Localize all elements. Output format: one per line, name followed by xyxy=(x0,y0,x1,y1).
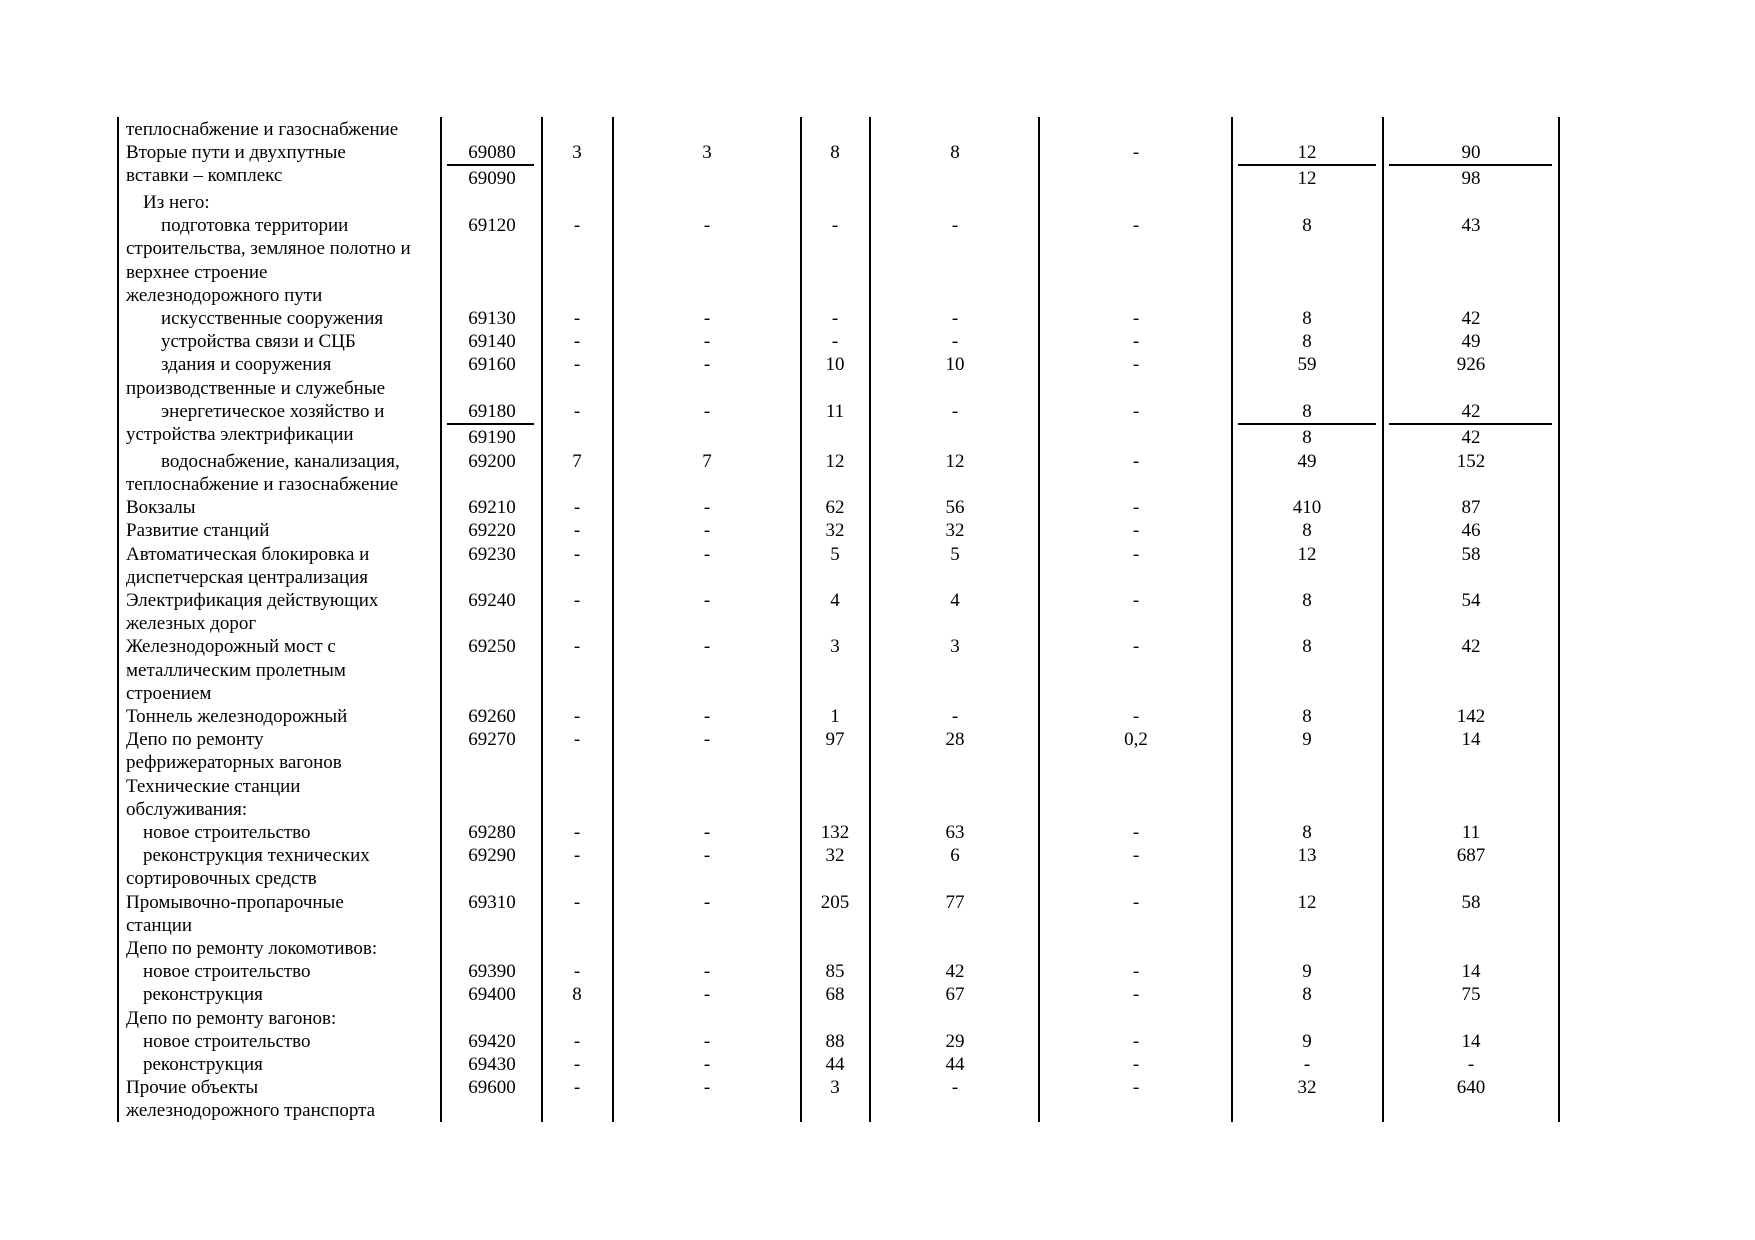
total-rule xyxy=(1389,164,1552,166)
row-label: Тоннель железнодорожный xyxy=(126,705,348,727)
value-cell: - xyxy=(703,891,711,913)
value-cell: 12 xyxy=(1297,891,1317,913)
value-cell: 5 xyxy=(950,543,960,565)
value-cell: - xyxy=(703,308,711,330)
code-cell: 69290 xyxy=(468,845,516,867)
value-cell: - xyxy=(1132,543,1140,565)
value-cell: - xyxy=(1132,497,1140,519)
value-cell: - xyxy=(1132,1030,1140,1052)
value-cell: - xyxy=(1132,821,1140,843)
value-cell: 8 xyxy=(572,984,582,1006)
row-label: новое строительство xyxy=(143,821,311,843)
row-label: диспетчерская централизация xyxy=(126,566,369,588)
value-cell: - xyxy=(951,1077,959,1099)
value-cell: - xyxy=(831,215,839,237)
value-cell: - xyxy=(703,497,711,519)
value-cell: - xyxy=(573,1077,581,1099)
value-cell: 90 xyxy=(1461,142,1481,164)
value-cell: 97 xyxy=(825,729,845,751)
value-cell: 0,2 xyxy=(1124,729,1148,751)
code-cell: 69090 xyxy=(468,168,516,190)
row-label: рефрижераторных вагонов xyxy=(126,752,342,774)
value-cell: - xyxy=(573,331,581,353)
value-cell: - xyxy=(573,636,581,658)
column-divider xyxy=(1231,117,1233,1122)
value-cell: 43 xyxy=(1461,215,1481,237)
row-label: Вторые пути и двухпутные xyxy=(126,142,346,164)
code-cell: 69140 xyxy=(468,331,516,353)
value-cell: 142 xyxy=(1456,705,1486,727)
value-cell: 8 xyxy=(1302,520,1312,542)
value-cell: 42 xyxy=(945,961,965,983)
value-cell: 7 xyxy=(572,450,582,472)
value-cell: - xyxy=(831,331,839,353)
value-cell: 687 xyxy=(1456,845,1486,867)
code-cell: 69160 xyxy=(468,354,516,376)
value-cell: 5 xyxy=(830,543,840,565)
row-label: обслуживания: xyxy=(126,798,248,820)
value-cell: 12 xyxy=(1297,142,1317,164)
value-cell: - xyxy=(1132,331,1140,353)
value-cell: - xyxy=(703,589,711,611)
value-cell: 44 xyxy=(945,1053,965,1075)
value-cell: - xyxy=(1132,1053,1140,1075)
value-cell: 68 xyxy=(825,984,845,1006)
value-cell: 205 xyxy=(820,891,850,913)
value-cell: 77 xyxy=(945,891,965,913)
value-cell: - xyxy=(1132,589,1140,611)
value-cell: 8 xyxy=(1302,984,1312,1006)
value-cell: - xyxy=(1132,984,1140,1006)
value-cell: 11 xyxy=(825,400,845,422)
row-label: станции xyxy=(126,914,193,936)
column-divider xyxy=(1382,117,1384,1122)
row-label: железнодорожного транспорта xyxy=(126,1100,376,1122)
value-cell: 13 xyxy=(1297,845,1317,867)
total-rule xyxy=(1238,423,1376,425)
value-cell: 8 xyxy=(1302,821,1312,843)
row-label: искусственные сооружения xyxy=(161,308,384,330)
code-cell: 69250 xyxy=(468,636,516,658)
value-cell: 3 xyxy=(950,636,960,658)
value-cell: - xyxy=(1132,308,1140,330)
value-cell: 44 xyxy=(825,1053,845,1075)
value-cell: - xyxy=(573,497,581,519)
value-cell: 49 xyxy=(1297,450,1317,472)
value-cell: 32 xyxy=(945,520,965,542)
total-rule xyxy=(447,164,534,166)
total-rule xyxy=(447,423,534,425)
row-label: сортировочных средств xyxy=(126,868,317,890)
value-cell: 640 xyxy=(1456,1077,1486,1099)
value-cell: 8 xyxy=(950,142,960,164)
value-cell: - xyxy=(1303,1053,1311,1075)
value-cell: 75 xyxy=(1461,984,1481,1006)
value-cell: 3 xyxy=(830,1077,840,1099)
row-label: подготовка территории xyxy=(161,215,349,237)
value-cell: 14 xyxy=(1461,1030,1481,1052)
value-cell: 11 xyxy=(1461,821,1481,843)
code-cell: 69260 xyxy=(468,705,516,727)
value-cell: 42 xyxy=(1461,400,1481,422)
value-cell: 4 xyxy=(950,589,960,611)
code-cell: 69210 xyxy=(468,497,516,519)
value-cell: - xyxy=(703,845,711,867)
row-label: Развитие станций xyxy=(126,520,270,542)
code-cell: 69180 xyxy=(468,400,516,422)
row-label: Депо по ремонту xyxy=(126,729,264,751)
value-cell: 10 xyxy=(825,354,845,376)
value-cell: 3 xyxy=(702,142,712,164)
value-cell: - xyxy=(1132,636,1140,658)
code-cell: 69270 xyxy=(468,729,516,751)
value-cell: - xyxy=(703,354,711,376)
value-cell: - xyxy=(573,845,581,867)
value-cell: - xyxy=(703,705,711,727)
value-cell: 9 xyxy=(1302,729,1312,751)
value-cell: - xyxy=(573,891,581,913)
value-cell: 1 xyxy=(830,705,840,727)
value-cell: - xyxy=(573,961,581,983)
value-cell: 58 xyxy=(1461,543,1481,565)
value-cell: - xyxy=(1132,891,1140,913)
value-cell: - xyxy=(573,520,581,542)
row-label: реконструкция технических xyxy=(143,845,370,867)
value-cell: - xyxy=(1132,961,1140,983)
value-cell: - xyxy=(573,308,581,330)
value-cell: 3 xyxy=(830,636,840,658)
row-label: теплоснабжение и газоснабжение xyxy=(126,119,399,140)
value-cell: 28 xyxy=(945,729,965,751)
code-cell: 69130 xyxy=(468,308,516,330)
row-label: Автоматическая блокировка и xyxy=(126,543,370,565)
row-label: железнодорожного пути xyxy=(126,284,323,306)
row-label: реконструкция xyxy=(143,1053,263,1075)
code-cell: 69600 xyxy=(468,1077,516,1099)
value-cell: 32 xyxy=(825,845,845,867)
row-label: Из него: xyxy=(143,192,210,214)
value-cell: - xyxy=(951,331,959,353)
value-cell: - xyxy=(703,821,711,843)
code-cell: 69420 xyxy=(468,1030,516,1052)
code-cell: 69190 xyxy=(468,427,516,449)
value-cell: 59 xyxy=(1297,354,1317,376)
value-cell: 42 xyxy=(1461,427,1481,449)
value-cell: 14 xyxy=(1461,961,1481,983)
value-cell: 58 xyxy=(1461,891,1481,913)
value-cell: 62 xyxy=(825,497,845,519)
row-label: энергетическое хозяйство и xyxy=(161,400,385,422)
value-cell: - xyxy=(703,215,711,237)
value-cell: 88 xyxy=(825,1030,845,1052)
value-cell: 87 xyxy=(1461,497,1481,519)
value-cell: - xyxy=(1132,215,1140,237)
row-label: вставки – комплекс xyxy=(126,165,283,187)
value-cell: - xyxy=(573,543,581,565)
value-cell: 8 xyxy=(1302,705,1312,727)
total-rule xyxy=(1389,423,1552,425)
code-cell: 69120 xyxy=(468,215,516,237)
value-cell: - xyxy=(573,215,581,237)
row-label: водоснабжение, канализация, xyxy=(161,450,400,472)
value-cell: 42 xyxy=(1461,636,1481,658)
row-label: здания и сооружения xyxy=(161,354,332,376)
row-label: теплоснабжение и газоснабжение xyxy=(126,473,399,495)
value-cell: 10 xyxy=(945,354,965,376)
row-label: новое строительство xyxy=(143,961,311,983)
row-label: производственные и служебные xyxy=(126,377,386,399)
value-cell: - xyxy=(573,1053,581,1075)
row-label: строительства, земляное полотно и xyxy=(126,238,411,260)
code-cell: 69400 xyxy=(468,984,516,1006)
value-cell: - xyxy=(1132,705,1140,727)
code-cell: 69220 xyxy=(468,520,516,542)
value-cell: 98 xyxy=(1461,168,1481,190)
value-cell: - xyxy=(573,400,581,422)
row-label: Электрификация действующих xyxy=(126,589,379,611)
value-cell: 8 xyxy=(1302,636,1312,658)
value-cell: 8 xyxy=(830,142,840,164)
value-cell: - xyxy=(951,400,959,422)
code-cell: 69230 xyxy=(468,543,516,565)
table-border-right xyxy=(1558,117,1560,1122)
value-cell: 14 xyxy=(1461,729,1481,751)
value-cell: - xyxy=(703,961,711,983)
value-cell: - xyxy=(573,1030,581,1052)
value-cell: 32 xyxy=(825,520,845,542)
value-cell: 63 xyxy=(945,821,965,843)
value-cell: 4 xyxy=(830,589,840,611)
value-cell: - xyxy=(951,705,959,727)
row-label: строением xyxy=(126,682,212,704)
value-cell: 12 xyxy=(1297,543,1317,565)
value-cell: - xyxy=(573,589,581,611)
value-cell: 8 xyxy=(1302,427,1312,449)
value-cell: 12 xyxy=(1297,168,1317,190)
row-label: Промывочно-пропарочные xyxy=(126,891,344,913)
code-cell: 69280 xyxy=(468,821,516,843)
value-cell: - xyxy=(703,636,711,658)
value-cell: 9 xyxy=(1302,1030,1312,1052)
value-cell: - xyxy=(703,729,711,751)
row-label: Депо по ремонту вагонов: xyxy=(126,1007,337,1029)
value-cell: 46 xyxy=(1461,520,1481,542)
code-cell: 69240 xyxy=(468,589,516,611)
total-rule xyxy=(1238,164,1376,166)
value-cell: - xyxy=(703,1077,711,1099)
code-cell: 69390 xyxy=(468,961,516,983)
value-cell: 32 xyxy=(1297,1077,1317,1099)
value-cell: - xyxy=(703,331,711,353)
value-cell: - xyxy=(573,729,581,751)
value-cell: 3 xyxy=(572,142,582,164)
value-cell: 8 xyxy=(1302,589,1312,611)
value-cell: - xyxy=(703,400,711,422)
value-cell: 56 xyxy=(945,497,965,519)
value-cell: 29 xyxy=(945,1030,965,1052)
row-label: верхнее строение xyxy=(126,261,268,283)
value-cell: 85 xyxy=(825,961,845,983)
value-cell: - xyxy=(703,520,711,542)
value-cell: 926 xyxy=(1456,354,1486,376)
value-cell: - xyxy=(703,1053,711,1075)
row-label: железных дорог xyxy=(126,613,257,635)
value-cell: - xyxy=(951,215,959,237)
value-cell: - xyxy=(573,821,581,843)
value-cell: 12 xyxy=(945,450,965,472)
value-cell: 54 xyxy=(1461,589,1481,611)
code-cell: 69310 xyxy=(468,891,516,913)
value-cell: - xyxy=(1132,142,1140,164)
value-cell: - xyxy=(1132,354,1140,376)
row-label: реконструкция xyxy=(143,984,263,1006)
value-cell: 42 xyxy=(1461,308,1481,330)
row-label: устройства связи и СЦБ xyxy=(161,331,356,353)
row-label: Технические станции xyxy=(126,775,301,797)
value-cell: 6 xyxy=(950,845,960,867)
row-label: металлическим пролетным xyxy=(126,659,346,681)
value-cell: 9 xyxy=(1302,961,1312,983)
value-cell: - xyxy=(573,354,581,376)
value-cell: 8 xyxy=(1302,215,1312,237)
value-cell: 7 xyxy=(702,450,712,472)
row-label: Железнодорожный мост с xyxy=(126,636,336,658)
value-cell: - xyxy=(703,984,711,1006)
value-cell: - xyxy=(951,308,959,330)
value-cell: - xyxy=(703,1030,711,1052)
value-cell: 12 xyxy=(825,450,845,472)
value-cell: - xyxy=(1132,1077,1140,1099)
code-cell: 69430 xyxy=(468,1053,516,1075)
value-cell: 410 xyxy=(1292,497,1322,519)
row-label: Депо по ремонту локомотивов: xyxy=(126,937,378,959)
value-cell: - xyxy=(1467,1053,1475,1075)
row-label: новое строительство xyxy=(143,1030,311,1052)
row-label: Вокзалы xyxy=(126,497,196,519)
code-cell: 69200 xyxy=(468,450,516,472)
value-cell: 8 xyxy=(1302,400,1312,422)
code-cell: 69080 xyxy=(468,142,516,164)
column-divider xyxy=(1038,117,1040,1122)
value-cell: 49 xyxy=(1461,331,1481,353)
row-label: Прочие объекты xyxy=(126,1077,259,1099)
value-cell: 8 xyxy=(1302,308,1312,330)
value-cell: - xyxy=(1132,450,1140,472)
value-cell: 67 xyxy=(945,984,965,1006)
table-border-left xyxy=(117,117,119,1122)
value-cell: - xyxy=(1132,845,1140,867)
value-cell: - xyxy=(573,705,581,727)
value-cell: - xyxy=(831,308,839,330)
value-cell: - xyxy=(703,543,711,565)
value-cell: - xyxy=(1132,400,1140,422)
row-label: устройства электрификации xyxy=(126,424,354,446)
value-cell: - xyxy=(1132,520,1140,542)
value-cell: 8 xyxy=(1302,331,1312,353)
value-cell: 152 xyxy=(1456,450,1486,472)
value-cell: 132 xyxy=(820,821,850,843)
